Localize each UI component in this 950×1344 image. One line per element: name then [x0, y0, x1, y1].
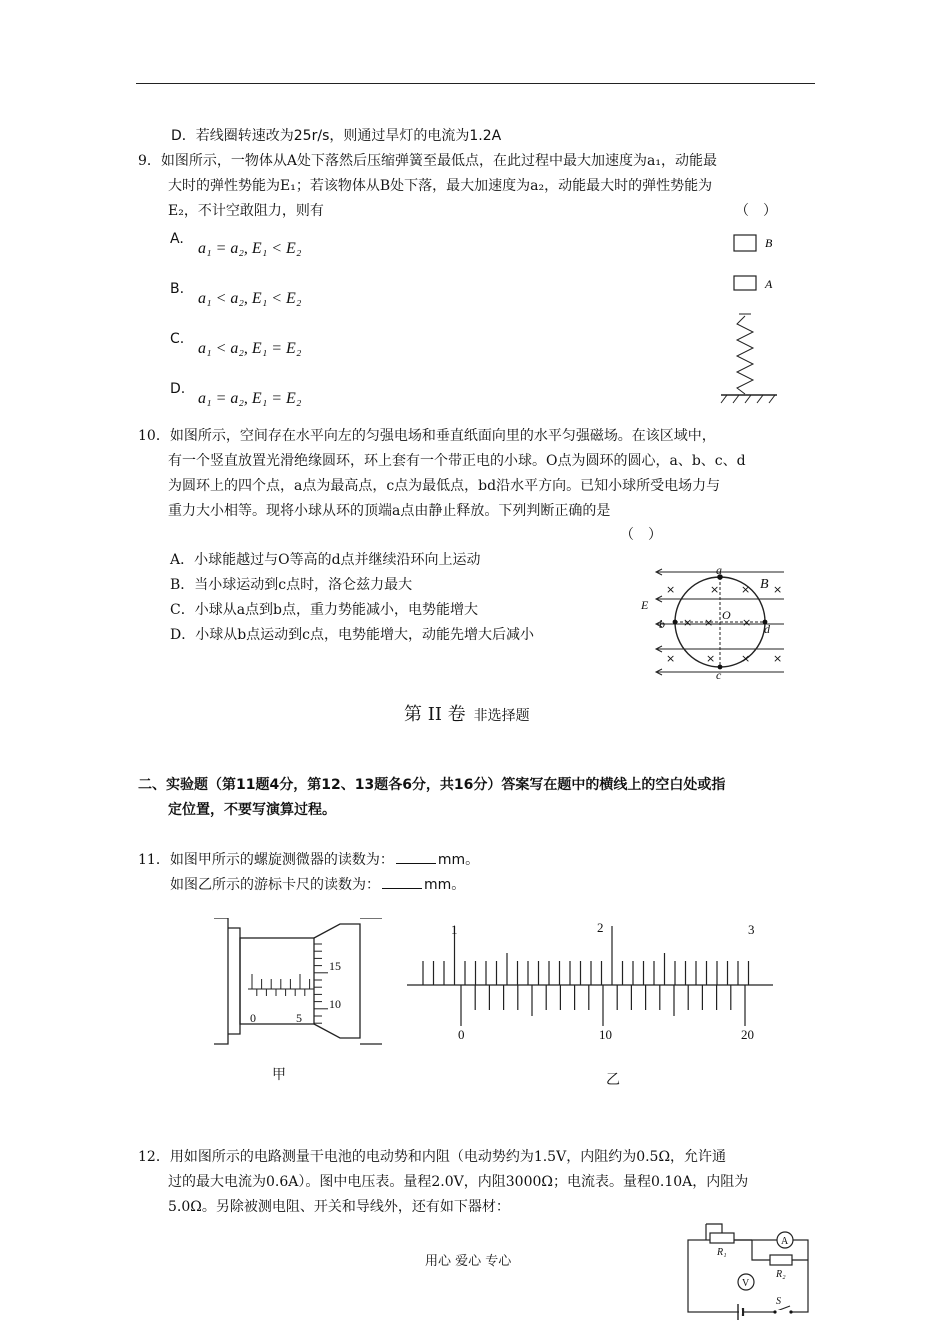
q10-fig-label-b: b	[659, 617, 665, 631]
fig-yi-label: 乙	[606, 1072, 620, 1088]
svg-text:R₁: R₁	[717, 1247, 727, 1258]
svg-text:1: 1	[451, 922, 458, 937]
svg-text:×: ×	[773, 652, 783, 665]
q10-fig-label-c: c	[716, 668, 722, 680]
svg-text:15: 15	[329, 959, 341, 973]
svg-text:×: ×	[741, 583, 751, 596]
svg-text:×: ×	[704, 616, 714, 629]
svg-text:0: 0	[250, 1011, 256, 1025]
q10-line3: 为圆环上的四个点，a点为最高点，c点为最低点，bd沿水平方向。已知小球所受电场力与	[168, 478, 721, 494]
q9-line1: 9．如图所示，一物体从A处下落然后压缩弹簧至最低点，在此过程中最大加速度为a₁，动能最	[138, 153, 717, 169]
svg-text:0: 0	[458, 1027, 465, 1042]
fig-jia-label: 甲	[272, 1067, 286, 1083]
q10-option-d: D．小球从b点运动到c点，电势能增大，动能先增大后减小	[170, 627, 535, 643]
section2-subtitle: 非选择题	[473, 708, 530, 724]
q9-option-d-label: D.	[170, 381, 186, 397]
q10-fig-label-bfield: B	[760, 577, 769, 592]
q12-line1: 12．用如图所示的电路测量干电池的电动势和内阻（电动势约为1.5V，内阻约为0.5Ω，允许通	[138, 1149, 727, 1165]
q9-fig-label-b: B	[765, 236, 773, 250]
q10-line4: 重力大小相等。现将小球从环的顶端a点由静止释放。下列判断正确的是	[168, 503, 611, 519]
svg-text:10: 10	[329, 997, 341, 1011]
svg-text:×: ×	[741, 652, 751, 665]
q10-field-figure	[638, 562, 788, 680]
header-rule	[136, 83, 815, 84]
q9-answer-paren: （ ）	[735, 203, 777, 219]
micrometer-figure	[210, 918, 385, 1053]
q9-option-d-formula: a₁ = a₂, E₁ = E₂	[198, 390, 302, 407]
q9-option-a-formula: a₁ = a₂, E₁ < E₂	[198, 240, 302, 257]
q9-spring-figure	[715, 228, 785, 408]
q10-fig-label-o: O	[722, 608, 731, 622]
q12-circuit-figure	[680, 1220, 815, 1320]
svg-text:×: ×	[666, 583, 676, 596]
q9-option-c-formula: a₁ < a₂, E₁ = E₂	[198, 340, 302, 357]
q11-line2: 如图乙所示的游标卡尺的读数为： mm。	[170, 877, 466, 893]
q11-blank-2[interactable]	[382, 875, 422, 889]
q10-answer-paren: （ ）	[620, 527, 662, 543]
svg-text:2: 2	[597, 920, 604, 935]
q10-option-a: A．小球能越过与O等高的d点并继续沿环向上运动	[170, 552, 481, 568]
svg-text:×: ×	[710, 583, 720, 596]
q11-blank-1[interactable]	[396, 850, 436, 864]
svg-text:×: ×	[683, 616, 693, 629]
svg-text:×: ×	[666, 652, 676, 665]
q8-option-d: D．若线圈转速改为25r/s，则通过旱灯的电流为1.2A	[171, 128, 502, 144]
svg-text:5: 5	[296, 1011, 302, 1025]
caliper-figure	[405, 918, 775, 1043]
svg-text:A: A	[781, 1236, 789, 1247]
q11-line1: 11．如图甲所示的螺旋测微器的读数为： mm。	[138, 852, 480, 868]
q10-line2: 有一个竖直放置光滑绝缘圆环，环上套有一个带正电的小球。O点为圆环的圆心，a、b、c、d	[168, 453, 746, 469]
svg-text:10: 10	[599, 1027, 612, 1042]
svg-text:×: ×	[706, 652, 716, 665]
svg-text:×: ×	[742, 616, 752, 629]
svg-text:V: V	[742, 1278, 750, 1289]
svg-text:S: S	[776, 1296, 781, 1307]
q10-fig-label-e: E	[641, 598, 649, 612]
q9-line3: E₂，不计空敢阻力，则有	[168, 203, 324, 219]
q12-line3: 5.0Ω。另除被测电阻、开关和导线外，还有如下器材：	[168, 1199, 510, 1215]
svg-text:R₂: R₂	[776, 1269, 786, 1280]
page-footer: 用心 爱心 专心	[425, 1254, 512, 1269]
section2-title: 第 II 卷 非选择题	[404, 704, 530, 725]
q10-fig-label-a: a	[716, 563, 722, 577]
q9-option-a-label: A.	[170, 231, 184, 247]
q10-fig-label-d: d	[764, 622, 770, 636]
svg-text:3: 3	[748, 922, 755, 937]
part2-line1: 二、实验题（第11题4分，第12、13题各6分，共16分）答案写在题中的横线上的空白处或指	[138, 777, 726, 793]
q9-line2: 大时的弹性势能为E₁；若该物体从B处下落，最大加速度为a₂，动能最大时的弹性势能为	[168, 178, 713, 194]
q9-option-b-label: B.	[170, 281, 185, 297]
q10-option-b: B．当小球运动到c点时，洛仑兹力最大	[170, 577, 413, 593]
q9-fig-label-a: A	[765, 277, 773, 291]
q10-line1: 10．如图所示，空间存在水平向左的匀强电场和垂直纸面向里的水平匀强磁场。在该区域中，	[138, 428, 716, 444]
q9-option-c-label: C.	[170, 331, 185, 347]
svg-text:×: ×	[773, 583, 783, 596]
svg-text:20: 20	[741, 1027, 754, 1042]
q10-option-c: C．小球从a点到b点，重力势能减小，电势能增大	[170, 602, 479, 618]
q9-option-b-formula: a₁ < a₂, E₁ < E₂	[198, 290, 302, 307]
q12-line2: 过的最大电流为0.6A）。图中电压表。量程2.0V，内阻3000Ω；电流表。量程0.10A，内阻为	[168, 1174, 749, 1190]
part2-line2: 定位置，不要写演算过程。	[168, 802, 336, 818]
